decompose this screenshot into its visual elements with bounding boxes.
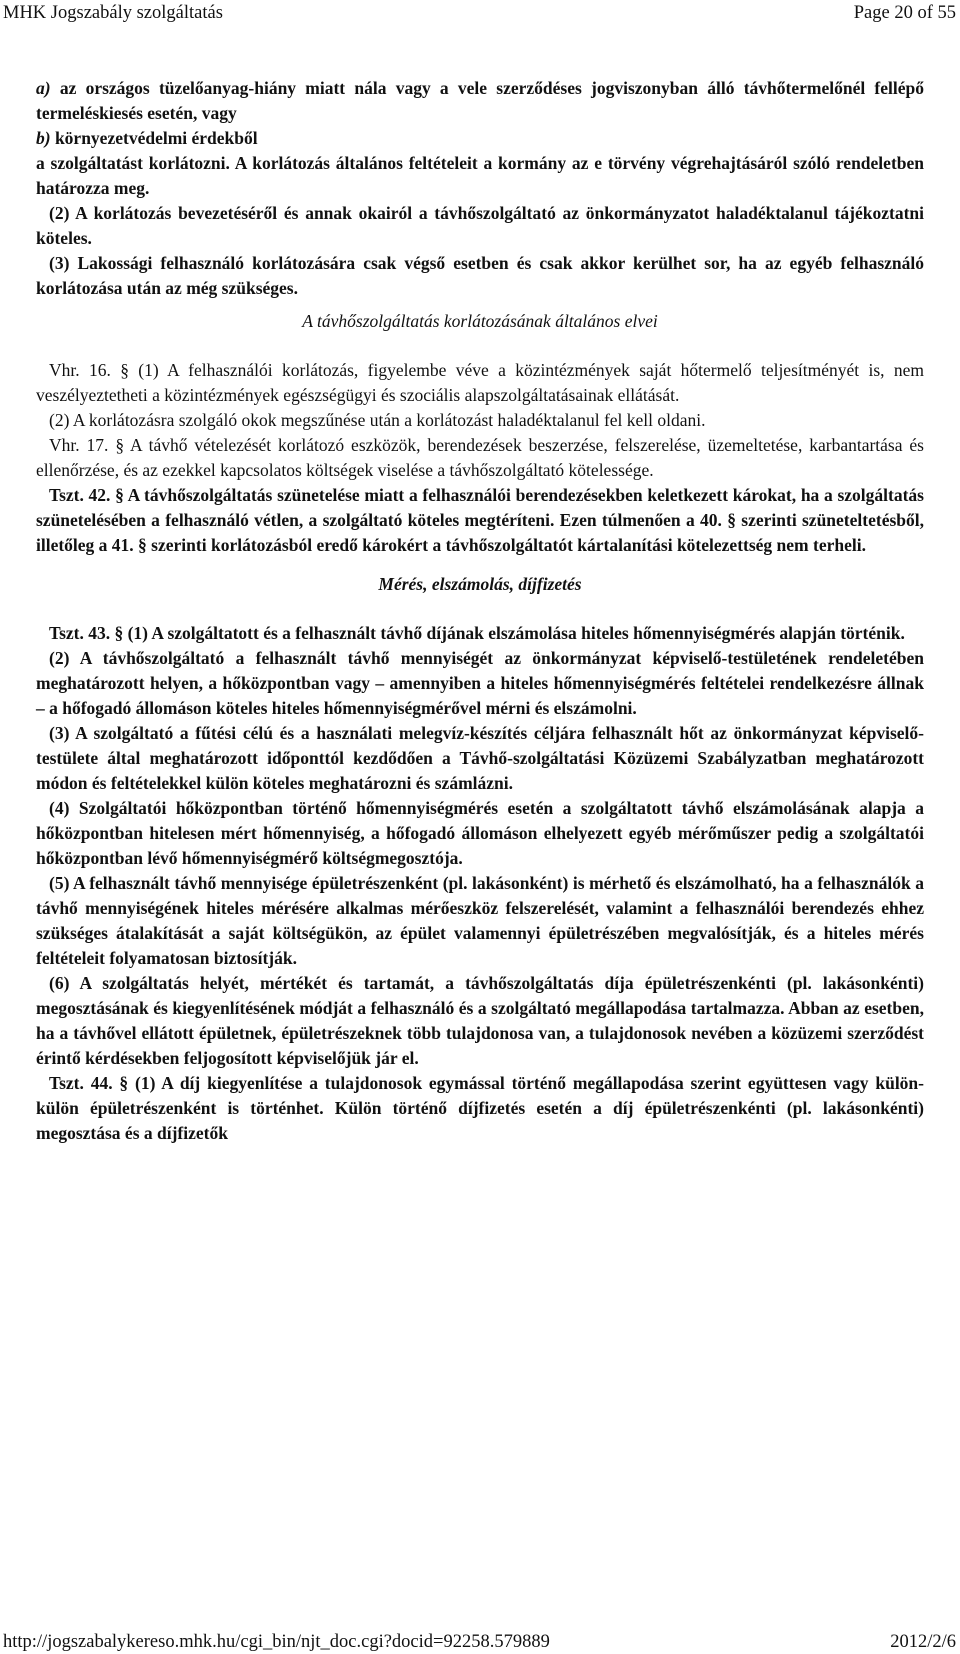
vhr16-1: Vhr. 16. § (1) A felhasználói korlátozás, figyelembe véve a közintézmények saját hőtermelő teljesítményét is, nem veszélyeztetheti a közintézmények egészségügyi és szociális alapszolgáltatásainak ellátását. [36,360,924,405]
page-footer [3,1630,956,1654]
header-title: MHK Jogszabály szolgáltatás [3,3,223,23]
tszt43-4: (4) Szolgáltatói hőközpontban történő hőmennyiségmérés esetén a szolgáltatott távhő elszámolásának alapja a hőközpontban hitelesen mért hőmennyiség, a hőfogadó állomáson elhelyezett egyéb mérőműszer pedig a szolgáltatói hőközpontban lévő hőmennyiségmérő költségmegosztója. [36,798,924,868]
tszt43-3: (3) A szolgáltató a fűtési célú és a használati melegvíz-készítés céljára felhasznált hőt az önkormányzat képviselő-testülete által meghatározott időponttól kezdődően a Távhő-szolgáltatási Közüzemi Szabályzatban meghatározott módon és feltételekkel külön köteles meghatározni és számlázni. [36,723,924,793]
paragraph-1 [36,76,924,201]
page-header [3,0,956,26]
item-b-text: környezetvédelmi érdekből [50,128,258,148]
header-page-number: Page 20 of 55 [853,3,956,23]
paragraph-3: (3) Lakossági felhasználó korlátozására csak végső esetben és csak akkor kerülhet sor, ha az egyéb felhasználó korlátozása után az még szükséges. [36,253,924,298]
paragraph-1-rest: a szolgáltatást korlátozni. A korlátozás általános feltételeit a kormány az e törvény végrehajtásáról szóló rendeletben határozza meg. [36,153,924,198]
tszt43-5: (5) A felhasznált távhő mennyisége épületrészenként (pl. lakásonként) is mérhető és elszámolható, ha a felhasználók a távhő mennyiségének hiteles mérésére alkalmas mérőeszköz felszerelését, valamint a felhasználói berendezés ehhez szükséges átalakítását a saját költségükön, az épület valamennyi épületrészében megvalósítják, és a hiteles mérés feltételeit folyamatosan biztosítják. [36,873,924,968]
item-b-label: b) [36,128,51,148]
footer-url[interactable]: http://jogszabalykereso.mhk.hu/cgi_bin/njt_doc.cgi?docid=92258.579889 [3,1632,550,1652]
tszt44-1: Tszt. 44. § (1) A díj kiegyenlítése a tulajdonosok egymással történő megállapodása szerint együttesen vagy külön-külön épületrészenként is történhet. Külön történő díjfizetés esetén a díj épületrészenkénti (pl. lakásonkénti) megosztása és a díjfizetők [36,1073,924,1143]
vhr16-2: (2) A korlátozásra szolgáló okok megszűnése után a korlátozást haladéktalanul fel kell oldani. [49,410,706,430]
section-heading-1: A távhőszolgáltatás korlátozásának általános elvei [302,311,658,331]
tszt42: Tszt. 42. § A távhőszolgáltatás szünetelése miatt a felhasználói berendezésekben keletkezett károkat, ha a szolgáltatás szünetelésében a felhasználó vétlen, a szolgáltató köteles megtéríteni. Ezen túlmenően a 40. § szerinti szüneteltetésből, illetőleg a 41. § szerinti korlátozásból eredő károkért a távhőszolgáltatót kártalanítási kötelezettség nem terheli. [36,485,924,555]
tszt43-2: (2) A távhőszolgáltató a felhasznált távhő mennyiségét az önkormányzat képviselő-testületének rendeletében meghatározott helyen, a hőközpontban vagy – amennyiben a hiteles hőmennyiségmérés feltételei rendelkezésre állnak – a hőfogadó állomáson köteles hiteles hőmennyiségmérővel mérni és elszámolni. [36,648,924,718]
section-heading-2: Mérés, elszámolás, díjfizetés [378,574,582,594]
footer-date: 2012/2/6 [890,1632,956,1652]
tszt43-1: Tszt. 43. § (1) A szolgáltatott és a felhasznált távhő díjának elszámolása hiteles hőmennyiségmérés alapján történik. [49,623,905,643]
vhr17: Vhr. 17. § A távhő vételezését korlátozó eszközök, berendezések beszerzése, felszerelése, üzemeltetése, karbantartása és ellenőrzése, és az ezekkel kapcsolatos költségek viselése a távhőszolgáltató kötelessége. [36,435,924,480]
tszt43-6: (6) A szolgáltatás helyét, mértékét és tartamát, a távhőszolgáltatás díja épületrészenkénti (pl. lakásonkénti) megosztásának és kiegyenlítésének módját a felhasználó és a szolgáltató megállapodása tartalmazza. Abban az esetben, ha a távhővel ellátott épületnek, épületrészeknek több tulajdonosa van, a tulajdonosok nevében a közüzemi szerződést érintő kérdésekben feljogosított képviselőjük jár el. [36,973,924,1068]
document-body [36,76,924,1146]
item-a-label: a) [36,78,51,98]
item-a-text: az országos tüzelőanyag-hiány miatt nála vagy a vele szerződéses jogviszonyban álló távhőtermelőnél fellépő termeléskiesés esetén, vagy [36,78,924,123]
paragraph-2: (2) A korlátozás bevezetéséről és annak okairól a távhőszolgáltató az önkormányzatot haladéktalanul tájékoztatni köteles. [36,203,924,248]
